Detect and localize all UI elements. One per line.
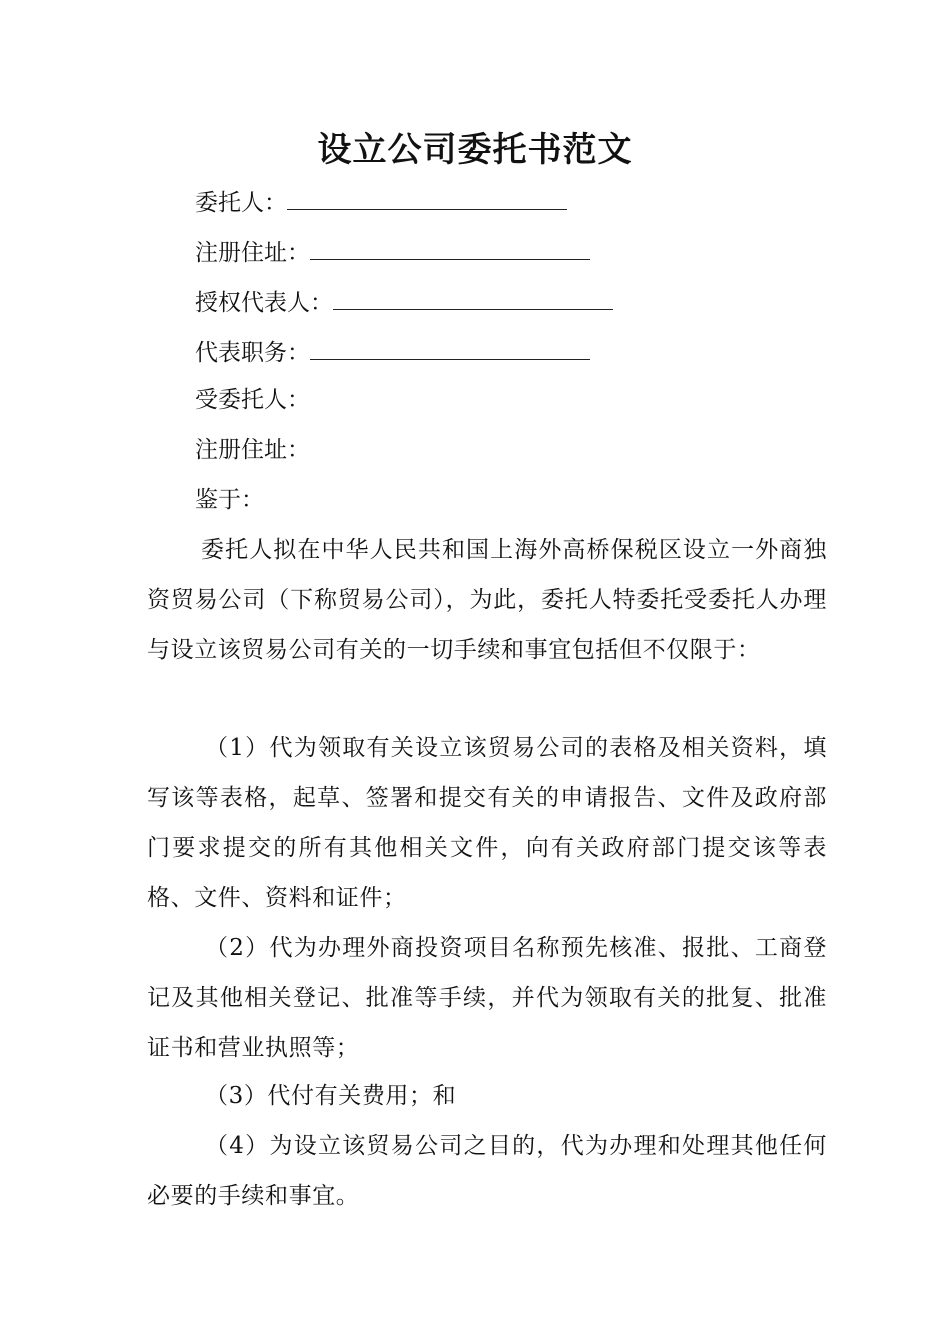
blank-line[interactable] — [333, 283, 613, 310]
field-entrusted-address — [195, 433, 310, 467]
paragraph-item-1: （1）代为领取有关设立该贸易公司的表格及相关资料，填写该等表格，起草、签署和提交有关的申请报告、文件及政府部门要求提交的所有其他相关文件，向有关政府部门提交该等表格、文件、资料和证件； — [147, 735, 827, 911]
document-title: 设立公司委托书范文 — [317, 130, 633, 170]
blank-line[interactable] — [310, 333, 590, 360]
paragraph-item-3: （3）代付有关费用；和 — [205, 1083, 457, 1109]
blank-line[interactable] — [310, 233, 590, 260]
field-label: 授权代表人： — [195, 290, 333, 316]
field-label: 注册住址： — [195, 240, 310, 266]
field-entrusted-party — [195, 383, 310, 417]
paragraph-item-2: （2）代为办理外商投资项目名称预先核准、报批、工商登记及其他相关登记、批准等手续，并代为领取有关的批复、批准证书和营业执照等； — [147, 935, 827, 1061]
field-whereas — [195, 483, 264, 517]
paragraph-item-4: （4）为设立该贸易公司之目的，代为办理和处理其他任何必要的手续和事宜。 — [147, 1133, 827, 1209]
blank-line[interactable] — [287, 183, 567, 210]
field-label: 代表职务： — [195, 340, 310, 366]
field-entrusting-party — [195, 183, 567, 220]
field-label: 鉴于： — [195, 487, 264, 513]
field-registered-address — [195, 233, 590, 270]
field-label: 委托人： — [195, 190, 287, 216]
field-label: 受委托人： — [195, 387, 310, 413]
field-authorized-representative — [195, 283, 613, 320]
field-representative-position — [195, 333, 590, 370]
field-label: 注册住址： — [195, 437, 310, 463]
paragraph-intro: 委托人拟在中华人民共和国上海外高桥保税区设立一外商独资贸易公司（下称贸易公司），为此，委托人特委托受委托人办理与设立该贸易公司有关的一切手续和事宜包括但不仅限于： — [147, 537, 827, 663]
